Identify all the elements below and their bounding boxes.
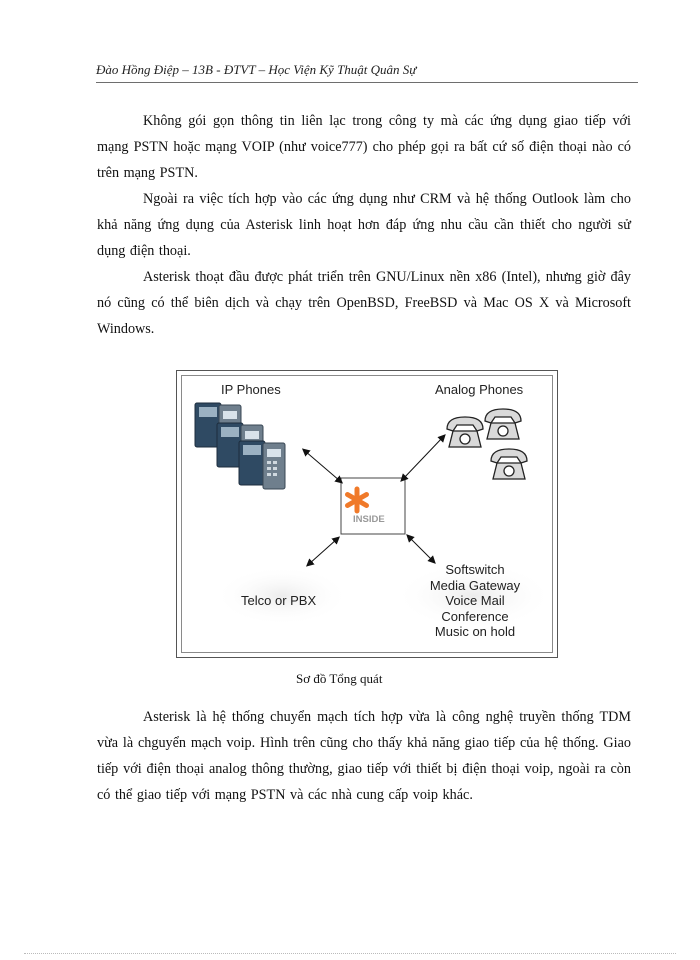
page-bottom-rule [24, 953, 676, 954]
paragraph-2: Ngoài ra việc tích hợp vào các ứng dụng như CRM và hệ thống Outlook làm cho khả năng ứng dụng của Asterisk linh hoạt hơn đáp ứng nhu cầu cần thiết cho người sử dụng điện thoại. [97, 191, 631, 259]
arrow-telco [309, 539, 337, 564]
softswitch-label-group [425, 562, 525, 640]
analog-phones-label: Analog Phones [435, 382, 524, 397]
paragraph-4: Asterisk là hệ thống chuyển mạch tích hợp vừa là công nghệ truyền thống TDM vừa là chguyển mạch voip. Hình trên cũng cho thấy khả năng giao tiếp của hệ thống. Giao tiếp với điện thoại analog thông thường, giao tiếp với thiết bị điện thoại voip, ngoài ra còn có thể giao tiếp với mạng PSTN và các nhà cung cấp voip khác. [97, 709, 631, 803]
media-gateway-line: Media Gateway [429, 577, 521, 593]
inside-label: INSIDE [353, 514, 385, 525]
analog-phones-icon [447, 409, 527, 479]
softswitch-line: Softswitch [445, 562, 505, 577]
voice-mail-line: Voice Mail [445, 593, 505, 608]
ip-phones-icon [195, 403, 285, 489]
figure-caption: Sơ đồ Tổng quát [296, 671, 383, 686]
paragraph-3: Asterisk thoạt đầu được phát triển trên GNU/Linux nền x86 (Intel), nhưng giờ đây nó cũng có thể biên dịch và chạy trên OpenBSD, FreeBSD và Mac OS X và Microsoft Windows. [97, 269, 631, 337]
arrow-softswitch [409, 537, 433, 561]
arrow-ip-phones [305, 451, 340, 481]
arrow-analog-phones [403, 437, 443, 479]
conference-line: Conference [441, 608, 509, 624]
overview-diagram [176, 370, 558, 658]
header-rule [96, 82, 638, 83]
page-header: Đào Hồng Điệp – 13B - ĐTVT – Học Viện Kỹ Thuật Quân Sự [96, 62, 417, 77]
telco-label: Telco or PBX [241, 593, 317, 608]
paragraph-1: Không gói gọn thông tin liên lạc trong công ty mà các ứng dụng giao tiếp với mạng PSTN hoặc mạng VOIP (như voice777) cho phép gọi ra bất cứ số điện thoại nào có trên mạng PSTN. [97, 113, 631, 181]
music-on-hold-line: Music on hold [434, 624, 516, 639]
ip-phones-label: IP Phones [221, 382, 281, 397]
